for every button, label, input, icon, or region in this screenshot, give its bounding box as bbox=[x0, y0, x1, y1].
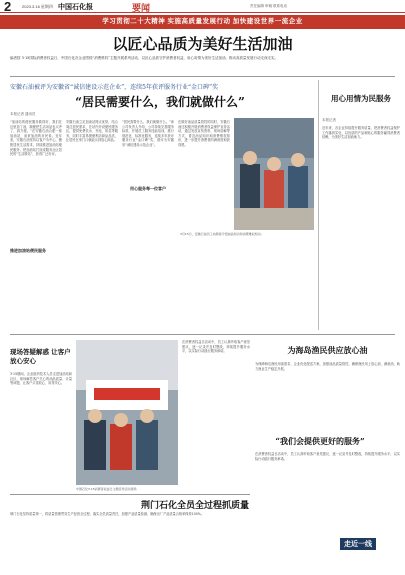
story-column-3: “居民需要什么，我们就做什么。”该公司负责人介绍，公司持续完善服务标准，开展员工服务技能培训，推行规范化、标准化服务，连续多年获评服务行业“金口碑”奖，被评为安徽省“诚信建设示范企业”。 bbox=[122, 120, 174, 147]
event-photo bbox=[76, 340, 178, 485]
theme-banner: 学习贯彻二十大精神 实施高质量发展行动 加快建设世界一流企业 bbox=[0, 15, 405, 29]
quality-box-headline: 现场答疑解惑 让客户放心安心 bbox=[10, 348, 71, 365]
story-column-2: 安徽石油立足加油站网点优势，结合周边居民需求，在站内开设便民服务区，提供免费饮水、充电、休息等服务，同时丰富易捷便利店商品品类，让居民在家门口就能买到放心商品。 bbox=[66, 120, 118, 143]
column-divider bbox=[318, 80, 319, 330]
story-subhead-2: 用心服务每一位客户 bbox=[130, 186, 166, 191]
side-headline: 用心用情为民服务 bbox=[331, 94, 391, 103]
story-byline: 本报记者 通讯员 bbox=[10, 112, 36, 116]
event-photo-caption: 中国石化3·15消费者权益日主题宣传活动现场 bbox=[76, 487, 137, 491]
story-photo-caption: 3月15日，安徽石油员工向顾客介绍油品知识和消费维权知识。 bbox=[180, 232, 264, 236]
page-number: 2 bbox=[4, 0, 12, 14]
editor-contact: 责任编辑 审稿 联系电话 bbox=[250, 4, 287, 8]
best-service-body: 在消费者权益日活动中，员工认真听取客户意见建议，逐一记录并及时整改，持续提升服务水平，以实际行动践行服务承诺。 bbox=[255, 452, 400, 461]
divider bbox=[10, 76, 395, 77]
middle-column-text: 在消费者权益日活动中，员工认真听取客户意见建议，逐一记录并及时整改，持续提升服务水平，以实际行动践行服务承诺。 bbox=[182, 340, 250, 354]
paper-name: 中国石化报 bbox=[58, 2, 93, 11]
divider bbox=[10, 334, 395, 335]
bottom-headline: 荆门石化全员全过程抓质量 bbox=[140, 501, 249, 511]
divider bbox=[10, 494, 250, 495]
story-photo bbox=[234, 118, 314, 230]
story-column-4: 在做好油品质量管控的同时，安徽石油还积极开展消费者权益保护宣传活动，通过发放宣传资料、现场讲解等方式，普及油品知识和消费维权知识，进一步提升消费者的满意度和获得感。 bbox=[178, 120, 230, 147]
story-column-1: “加油站的便民服务做得好，我们在这里加了油，顺便把生活用品也买齐了，真方便。”在安徽石油合肥一座加油站，前来加油的市民说。近年来，安徽石油坚持以客户为中心，聚焦居民生活需求，持续推进加油站便民服务，把加油站打造成服务社区居民的“生活驿站”，获得广泛好评。 bbox=[10, 120, 62, 157]
best-service-headline: “我们会提供更好的服务” bbox=[275, 436, 365, 446]
masthead bbox=[0, 0, 405, 13]
fishermen-headline: 为海岛渔民供应放心油 bbox=[287, 345, 368, 355]
section-title: 要闻 bbox=[132, 4, 151, 14]
main-headline: 以匠心品质为美好生活加油 bbox=[112, 35, 293, 53]
fishermen-body: 为保障海岛渔民用油需求，企业优化配送方案，加强油品质量管控，确保渔民用上放心油、满意油，助力渔业生产稳定开展。 bbox=[255, 362, 400, 371]
bottom-body: 荆门石化坚持质量第一，将质量管理贯穿生产经营全过程，落实全员质量责任，加强产品质量检测，确保出厂产品质量合格率保持100%。 bbox=[10, 512, 204, 516]
story-kicker: 安徽石油被评为安徽省“诚信建设示范企业”，连续5年获评服务行业“金口碑”奖 bbox=[10, 84, 219, 91]
editor-lead: 编者按 3·15国际消费者权益日，中国石化各企业围绕“消费维权”主题开展系列活动，以匠心品质守护消费者权益，用心用情为美好生活加油，推动高质量发展行动走深走实。 bbox=[10, 56, 279, 60]
story-subhead-1: 推进加油站便民服务 bbox=[10, 248, 46, 253]
corner-section-tag: 走近一线 bbox=[340, 538, 376, 550]
quality-box-body: 3·15期间，企业组织技术人员走进加油站和社区，现场解答客户关心的油品质量、计量等问题，让客户买得放心、用得安心。 bbox=[10, 372, 72, 386]
side-body: 近年来，各企业持续提升服务质量，把消费者权益保护工作落到实处，以优质的产品和贴心的服务赢得消费者信赖，为美好生活加油助力。 bbox=[322, 126, 400, 140]
side-byline: 本报记者 bbox=[322, 118, 336, 122]
issue-date: 2023.3.16 星期四 bbox=[22, 4, 53, 9]
story-headline: “居民需要什么，我们就做什么” bbox=[75, 95, 245, 109]
